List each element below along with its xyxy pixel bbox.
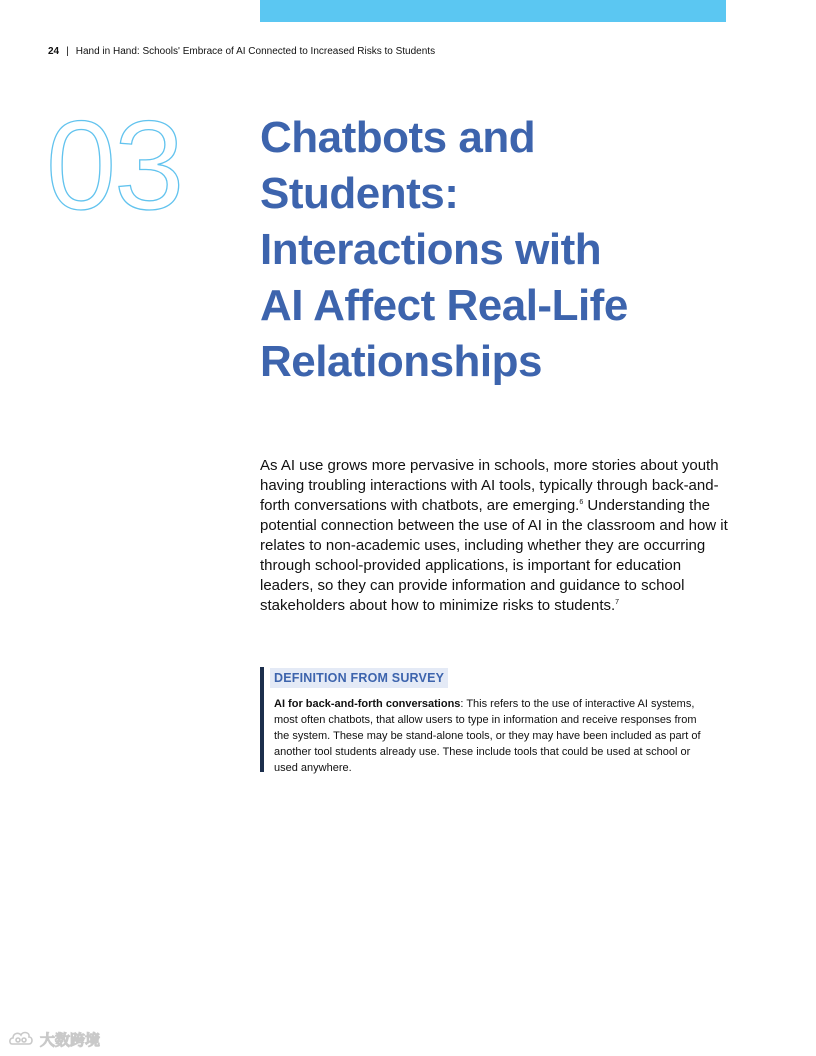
top-accent-bar xyxy=(260,0,726,22)
chapter-title-line: Chatbots and xyxy=(260,113,536,162)
running-header xyxy=(48,46,435,58)
chapter-title-line: Interactions with xyxy=(260,225,602,274)
intro-paragraph xyxy=(260,456,730,616)
header-separator: | xyxy=(66,46,69,57)
cloud-logo-icon xyxy=(10,1033,32,1044)
definition-label: DEFINITION FROM SURVEY xyxy=(270,668,448,688)
page-number: 24 xyxy=(48,46,60,57)
watermark-text: 大数跨境 xyxy=(40,1031,101,1049)
intro-text-part1: As AI use grows more pervasive in schools, more stories about youth having troubling interactions with AI tools, typically through back-and-forth conversations with chatbots, are emerging. xyxy=(260,457,719,514)
watermark xyxy=(8,1026,118,1052)
chapter-title xyxy=(260,110,740,390)
chapter-title-line: Students: xyxy=(260,169,459,218)
definition-term: AI for back-and-forth conversations xyxy=(274,698,461,710)
footnote-ref-6[interactable]: 6 xyxy=(579,499,584,506)
chapter-title-line: AI Affect Real-Life xyxy=(260,281,628,330)
chapter-title-line: Relationships xyxy=(260,337,542,386)
running-title: Hand in Hand: Schools' Embrace of AI Connected to Increased Risks to Students xyxy=(75,46,436,57)
definition-text: : This refers to the use of interactive AI systems, most often chatbots, that allow users to type in information and receive responses from the system. These may be stand-alone tools, or they may have been included as part of another tool students already use. These include tools that could be used at school or used anywhere. xyxy=(274,698,701,774)
chapter-number: 03 xyxy=(46,95,183,236)
definition-callout xyxy=(260,667,714,772)
footnote-ref-7[interactable]: 7 xyxy=(615,599,620,606)
intro-text-part2: Understanding the potential connection between the use of AI in the classroom and how it relates to non-academic uses, including whether they are occurring through school-provided applications, is important for education leaders, so they can provide information and guidance to school stakeholders about how to minimize risks to students. xyxy=(260,497,728,614)
definition-body xyxy=(274,696,714,776)
